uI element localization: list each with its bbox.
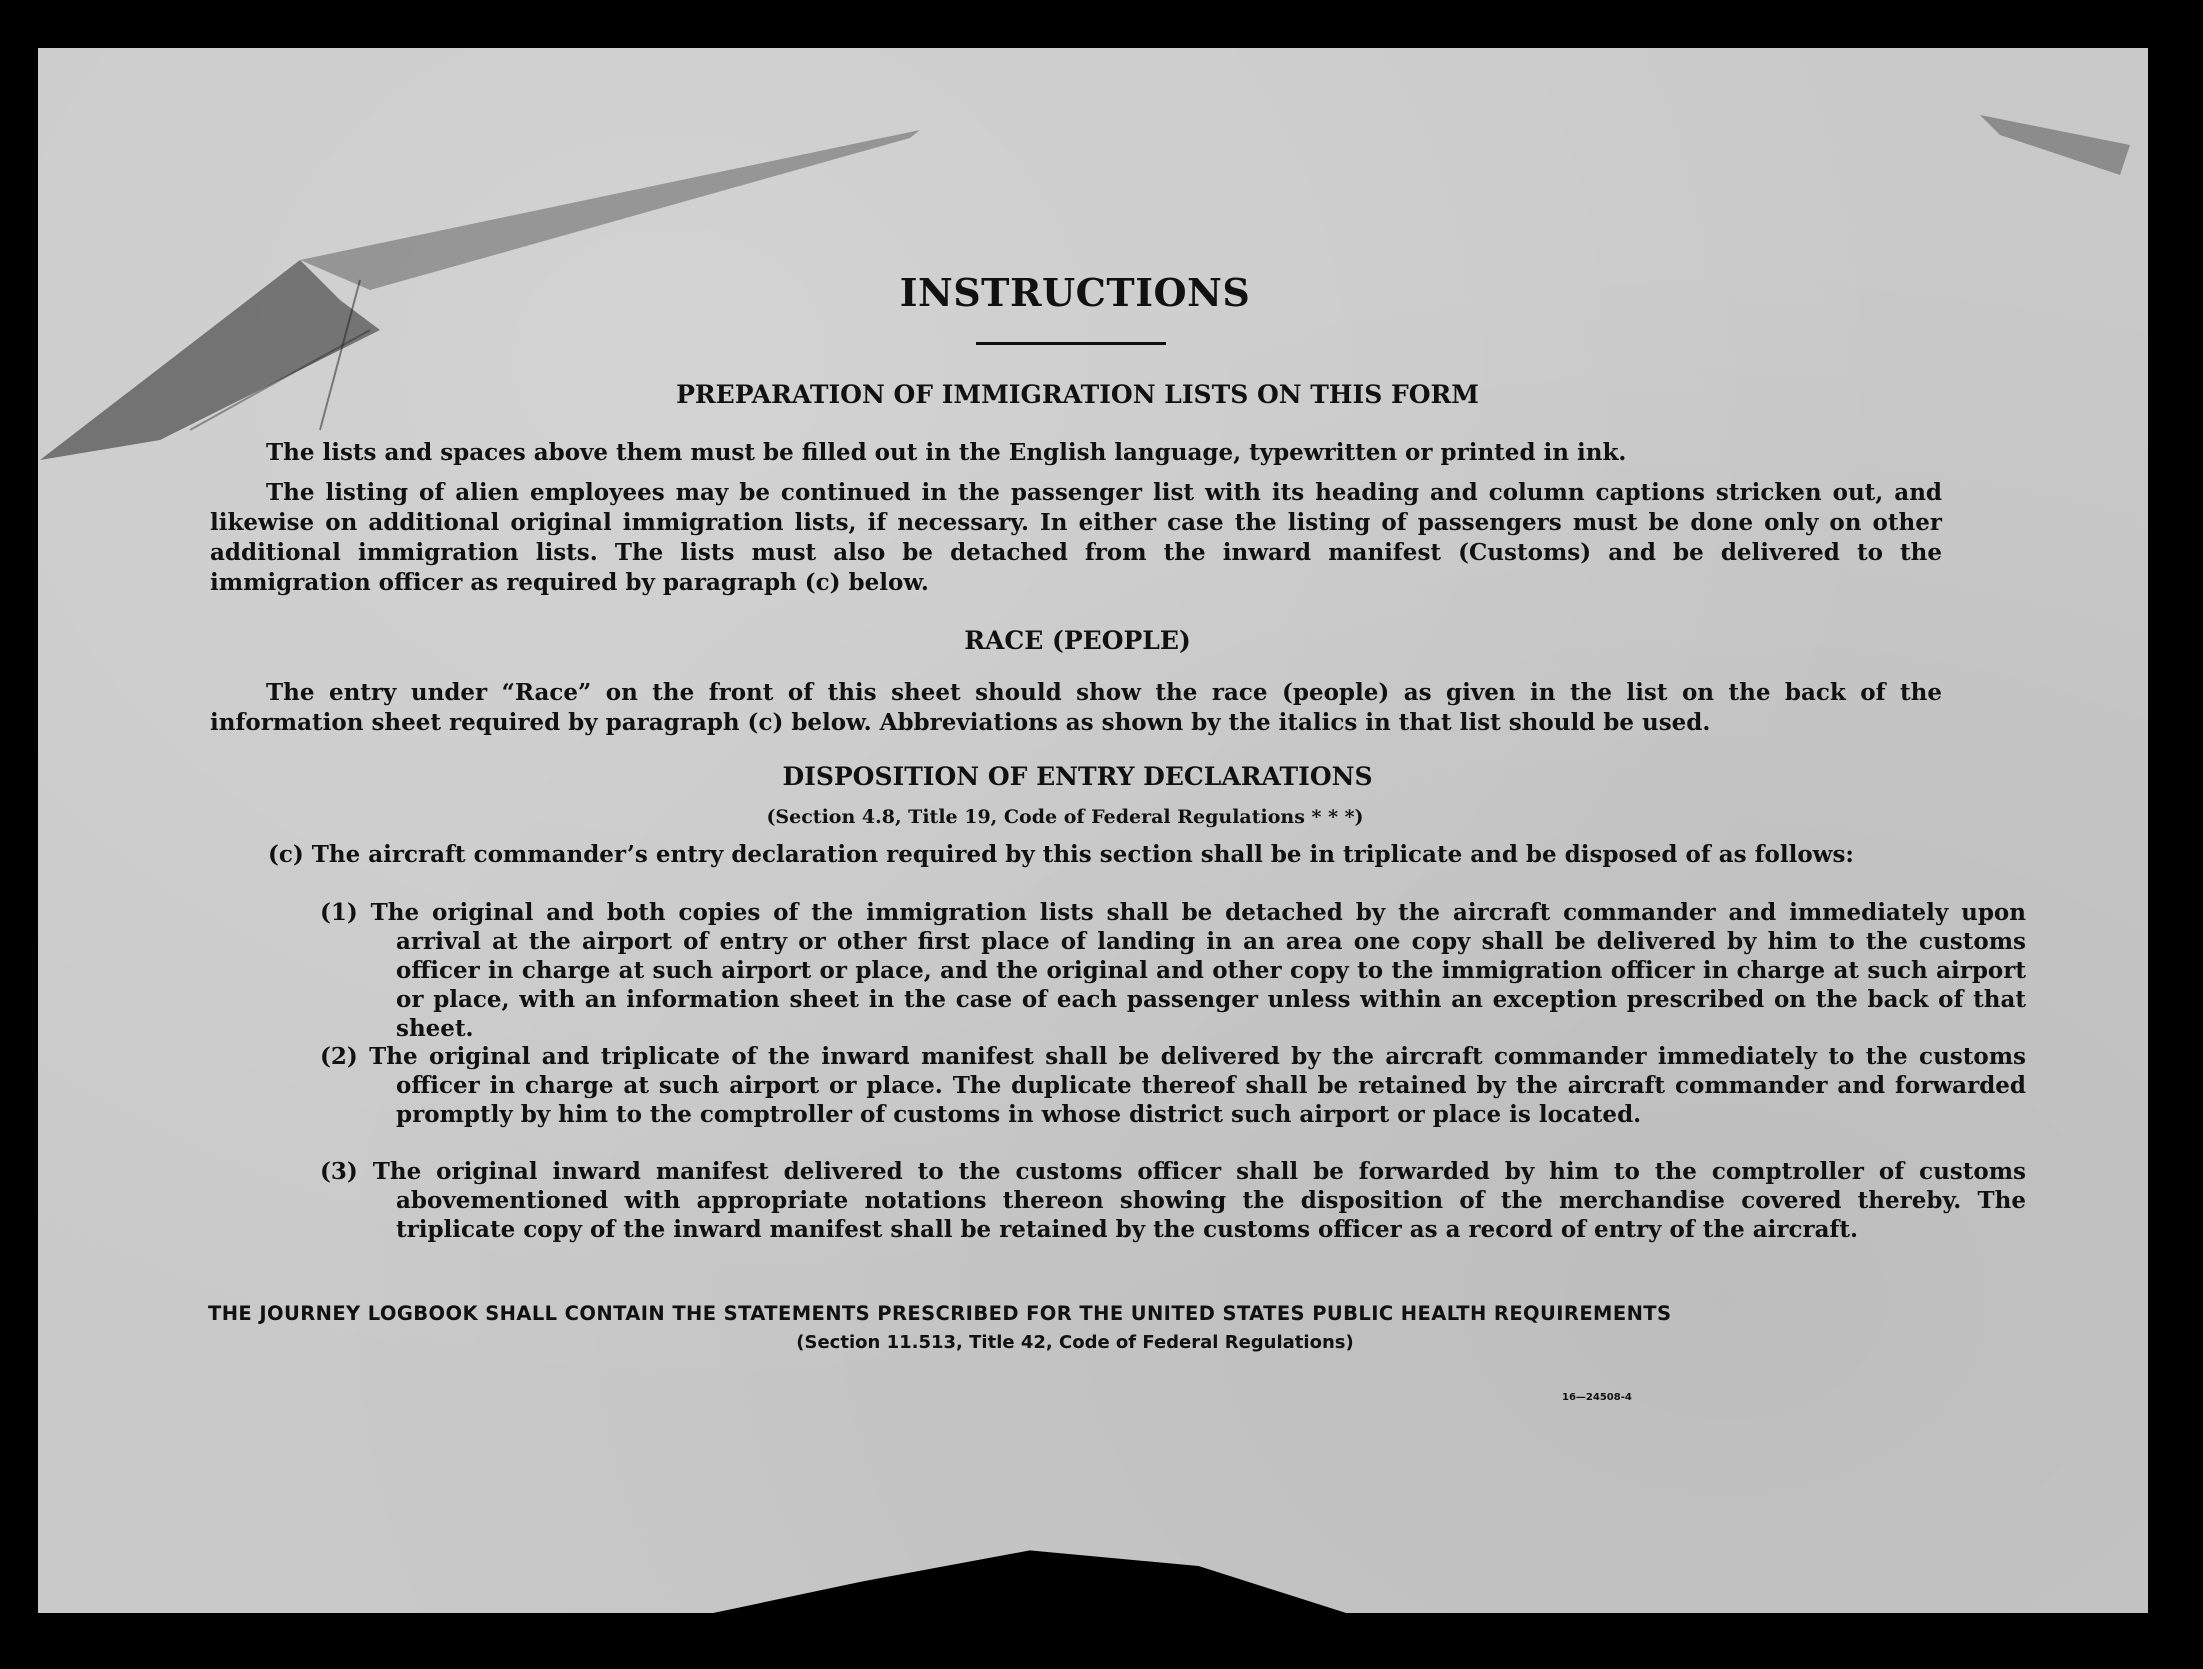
public-health-requirement-line: THE JOURNEY LOGBOOK SHALL CONTAIN THE STATEMENTS PRESCRIBED FOR THE UNITED STATES PUBLIC HEALTH REQUIREMENTS (208, 1302, 1672, 1325)
preparation-paragraph-2: The listing of alien employees may be continued in the passenger list with its heading and column captions stricken out, and likewise on additional original immigration lists, if necessary. In either case the listing of passengers must be done only on other additional immigration lists. The lists must also be detached from the inward manifest (Customs) and be delivered to the immigration officer as required by paragraph (c) below. (210, 479, 1942, 596)
preparation-paragraph-1: The lists and spaces above them must be filled out in the English language, typewritten or printed in ink. (266, 439, 1627, 466)
disposition-heading: DISPOSITION OF ENTRY DECLARATIONS (782, 762, 1373, 791)
page-title: INSTRUCTIONS (899, 270, 1251, 315)
public-health-citation: (Section 11.513, Title 42, Code of Federal Regulations) (796, 1332, 1354, 1353)
disposition-item-2: (2) The original and triplicate of the inward manifest shall be delivered by the aircraft commander immediately to the customs officer in charge at such airport or place. The duplicate thereof shall be retained by the aircraft commander and forwarded promptly by him to the comptroller of customs in whose district such airport or place is located. (320, 1043, 2026, 1128)
preparation-heading: PREPARATION OF IMMIGRATION LISTS ON THIS FORM (676, 380, 1479, 409)
disposition-intro: (c) The aircraft commander’s entry declaration required by this section shall be in triplicate and be disposed of as follows: (268, 841, 1854, 868)
form-number: 16—24508-4 (1562, 1392, 1632, 1403)
disposition-citation: (Section 4.8, Title 19, Code of Federal Regulations * * *) (766, 806, 1364, 828)
race-paragraph: The entry under “Race” on the front of this sheet should show the race (people) as given in the list on the back of the information sheet required by paragraph (c) below. Abbreviations as shown by the italics in that list should be used. (210, 679, 1942, 736)
disposition-item-3: (3) The original inward manifest delivered to the customs officer shall be forwarded by him to the comptroller of customs abovementioned with appropriate notations thereon showing the disposition of the merchandise covered thereby. The triplicate copy of the inward manifest shall be retained by the customs officer as a record of entry of the aircraft. (320, 1158, 2026, 1243)
race-heading: RACE (PEOPLE) (964, 626, 1191, 655)
title-underline (976, 342, 1166, 345)
disposition-item-1: (1) The original and both copies of the immigration lists shall be detached by the aircraft commander and immediately upon arrival at the airport of entry or other first place of landing in an area one copy shall be delivered by him to the customs officer in charge at such airport or place, and the original and other copy to the immigration officer in charge at such airport or place, with an information sheet in the case of each passenger unless within an exception prescribed on the back of that sheet. (320, 899, 2026, 1042)
